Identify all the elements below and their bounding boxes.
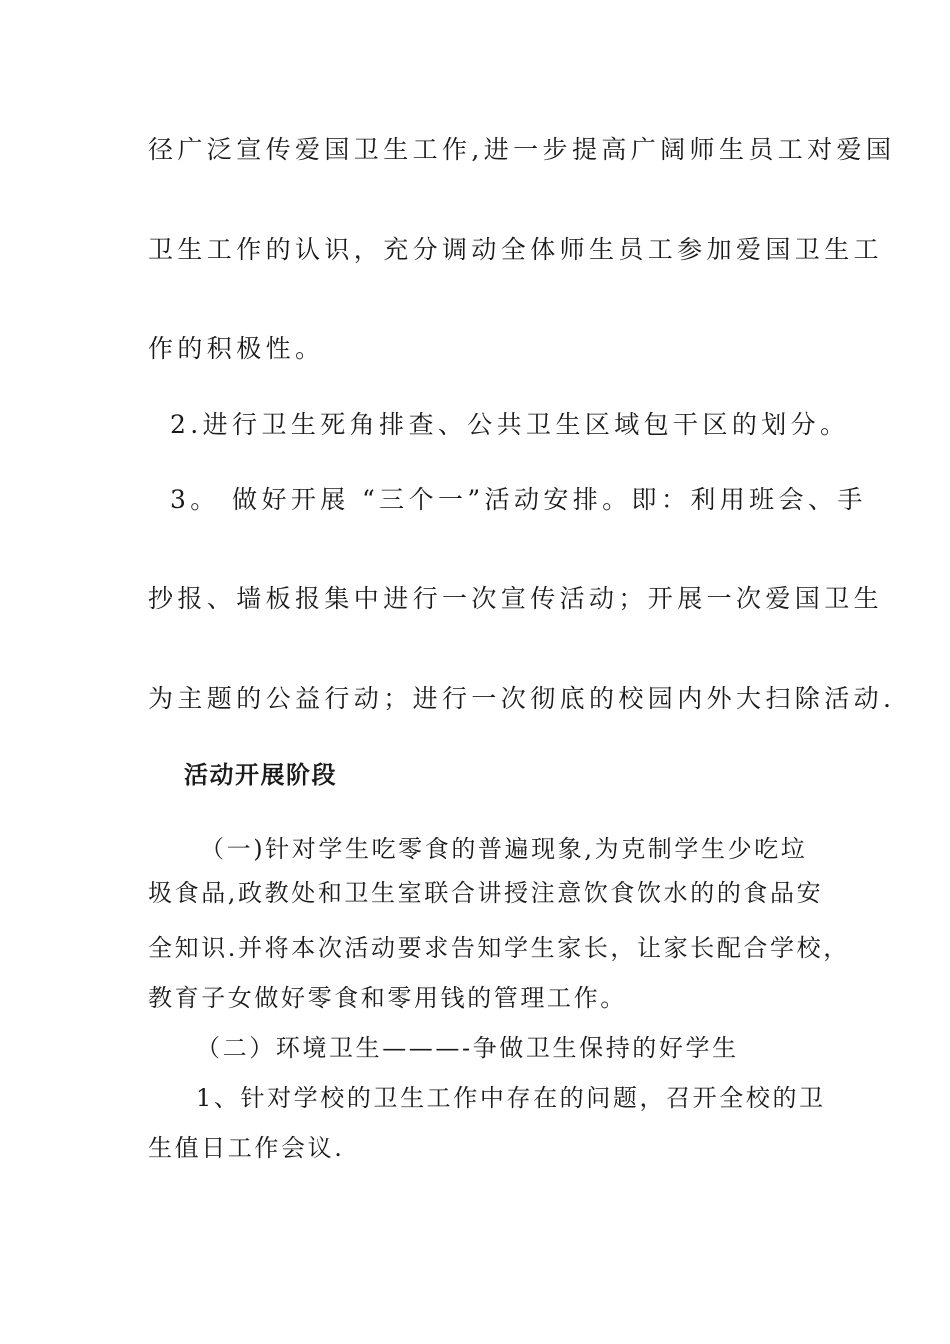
paragraph-line: 生值日工作会议. [148,1134,345,1162]
paragraph-line: 圾食品,政教处和卫生室联合讲授注意饮食饮水的的食品安 [148,879,824,907]
list-item: 1、针对学校的卫生工作中存在的问题，召开全校的卫 [196,1084,826,1112]
paragraph-line: （一)针对学生吃零食的普遍现象,为克制学生少吃垃 [200,835,808,863]
paragraph-line: 为主题的公益行动；进行一次彻底的校园内外大扫除活动. [148,684,896,713]
paragraph-line: 作的积极性。 [148,334,325,363]
paragraph-line: 卫生工作的认识，充分调动全体师生员工参加爱国卫生工 [148,235,884,264]
paragraph-line: 教育子女做好零食和零用钱的管理工作。 [148,984,627,1012]
list-item: 3。 做好开展 “三个一”活动安排。即：利用班会、手 [170,485,867,514]
paragraph-line: 抄报、墙板报集中进行一次宣传活动；开展一次爱国卫生 [148,584,884,613]
section-heading: 活动开展阶段 [184,761,337,789]
paragraph-line: 径广泛宣传爱国卫生工作,进一步提高广阔师生员工对爱国 [148,135,896,164]
subsection-heading: （二）环境卫生———-争做卫生保持的好学生 [196,1034,739,1062]
paragraph-line: 全知识.并将本次活动要求告知学生家长，让家长配合学校， [148,934,850,962]
list-item: 2.进行卫生死角排查、公共卫生区域包干区的划分。 [170,410,850,439]
